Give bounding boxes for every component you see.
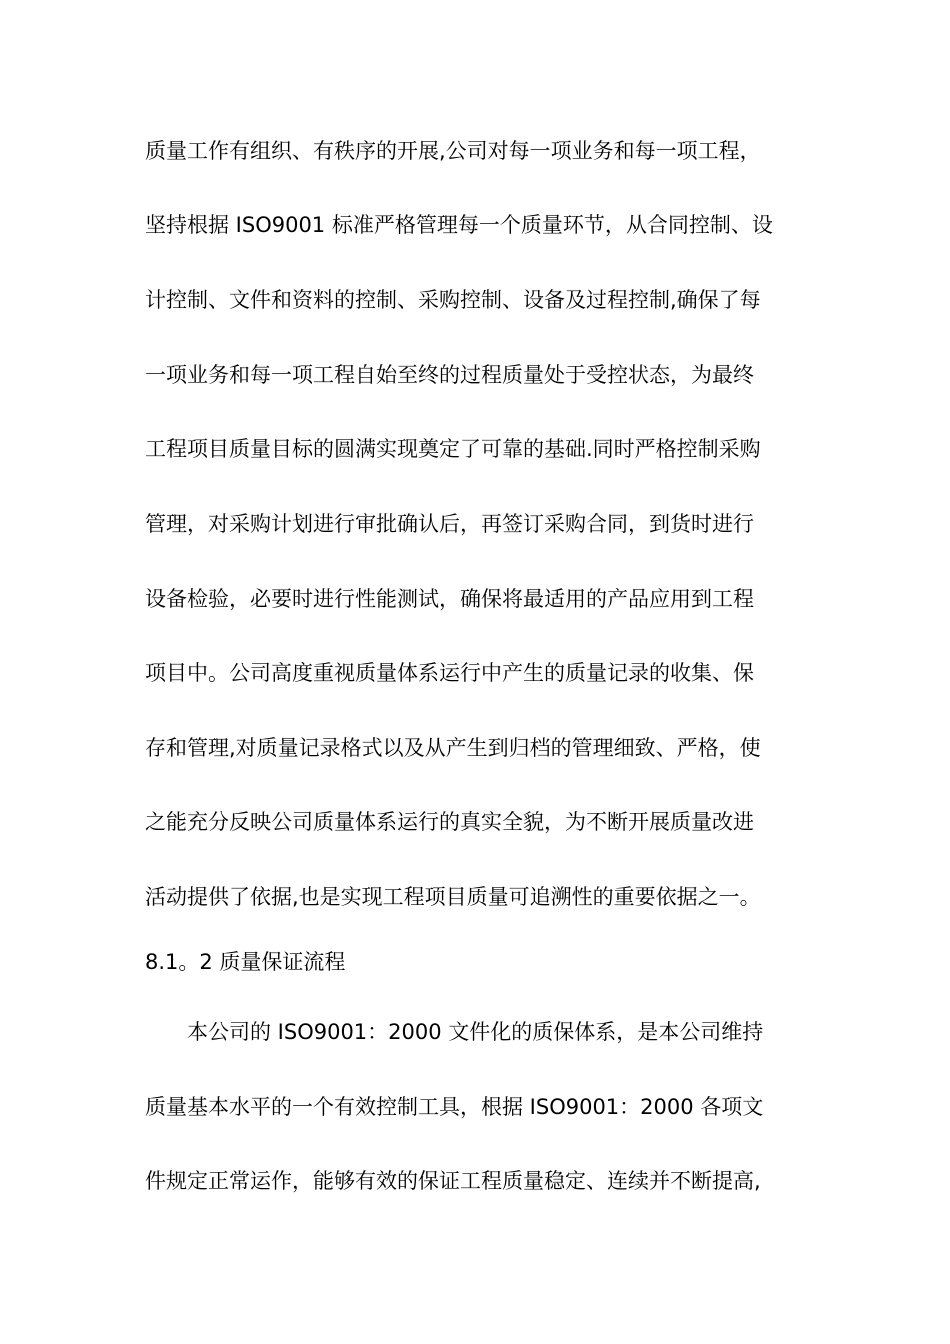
paragraph-1-line-4: 一项业务和每一项工程自始至终的过程质量处于受控状态，为最终 — [145, 363, 754, 387]
paragraph-1-line-9: 存和管理,对质量记录格式以及从产生到归档的管理细致、严格，使 — [145, 736, 761, 760]
paragraph-1-line-10: 之能充分反映公司质量体系运行的真实全貌，为不断开展质量改进 — [145, 810, 754, 834]
paragraph-1-line-1: 质量工作有组织、有秩序的开展,公司对每一项业务和每一项工程， — [145, 139, 761, 163]
paragraph-2-line-1: 本公司的 ISO9001：2000 文件化的质保体系，是本公司维持 — [187, 1020, 764, 1044]
paragraph-1-line-5: 工程项目质量目标的圆满实现奠定了可靠的基础.同时严格控制采购 — [145, 437, 761, 461]
section-heading: 8.1。2 质量保证流程 — [145, 950, 346, 974]
paragraph-2-line-2: 质量基本水平的一个有效控制工具，根据 ISO9001：2000 各项文 — [145, 1095, 764, 1119]
paragraph-1-line-6: 管理，对采购计划进行审批确认后，再签订采购合同，到货时进行 — [145, 512, 754, 536]
paragraph-2-line-3: 件规定正常运作，能够有效的保证工程质量稳定、连续并不断提高, — [145, 1169, 761, 1193]
paragraph-1-line-11: 活动提供了依据,也是实现工程项目质量可追溯性的重要依据之一。 — [145, 885, 761, 909]
paragraph-1-line-3: 计控制、文件和资料的控制、采购控制、设备及过程控制,确保了每 — [145, 288, 761, 312]
paragraph-1-line-7: 设备检验，必要时进行性能测试，确保将最适用的产品应用到工程 — [145, 587, 754, 611]
paragraph-1-line-8: 项目中。公司高度重视质量体系运行中产生的质量记录的收集、保 — [145, 661, 754, 685]
paragraph-1-line-2: 坚持根据 ISO9001 标准严格管理每一个质量环节，从合同控制、设 — [145, 213, 773, 237]
